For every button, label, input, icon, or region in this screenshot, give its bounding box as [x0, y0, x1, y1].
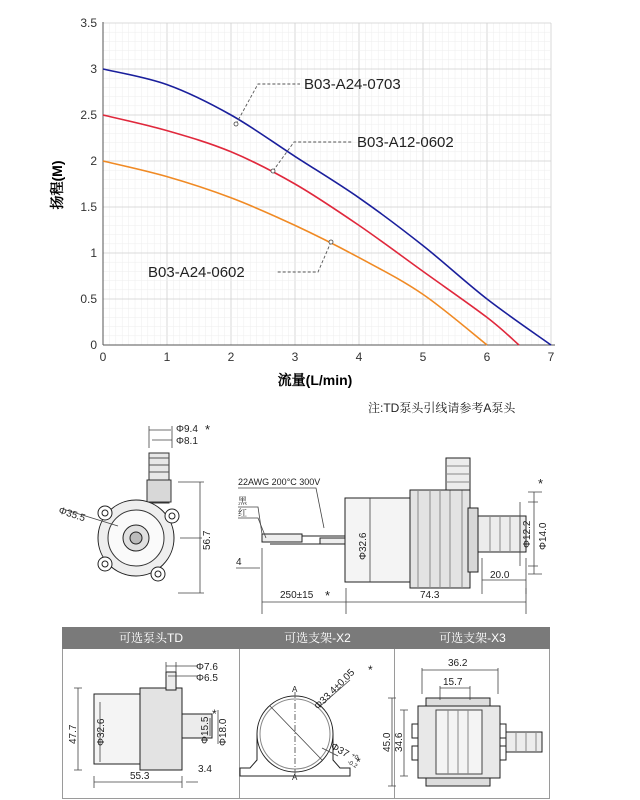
dim-d140: Φ14.0 [538, 522, 549, 550]
td-dim-w553: 55.3 [130, 771, 150, 782]
dim-d81: Φ8.1 [176, 436, 198, 447]
x2-mark-a-bottom: A [292, 773, 298, 782]
x2-dim-d37: Φ37 [328, 741, 351, 761]
dim-d122: Φ12.2 [522, 520, 533, 548]
series-label-a24-0602: B03-A24-0602 [148, 264, 245, 281]
x2-dim-tol-up: +0 [350, 752, 359, 762]
x-tick-label: 6 [483, 350, 491, 364]
td-dim-w34: 3.4 [198, 764, 212, 775]
dim-d326-side: Φ32.6 [358, 532, 369, 560]
x2-dim-d37-star: * [356, 755, 361, 769]
dim-h567: 56.7 [202, 530, 213, 550]
series-label-0703: B03-A24-0703 [304, 76, 401, 93]
y-tick-label: 0 [90, 338, 97, 352]
dim-d94: Φ9.4 [176, 424, 198, 435]
panel-x3-header: 可选支架-X3 [395, 627, 550, 649]
td-dim-star: * [212, 707, 217, 721]
wire-spec-label: 22AWG 200°C 300V [238, 477, 321, 487]
dim-250: 250±15 [280, 590, 314, 601]
panel-x2-header: 可选支架-X2 [240, 627, 395, 649]
dim-d355: Φ35.5 [57, 505, 87, 525]
x-tick-label: 3 [291, 350, 299, 364]
x3-dim-h346: 34.6 [394, 732, 405, 752]
td-dim-d155: Φ15.5 [200, 716, 211, 744]
option-drawings [0, 648, 640, 800]
y-tick-label: 0.5 [80, 292, 97, 306]
x2-dim-d334: Φ33.4±0.05 [312, 667, 358, 713]
dim-d94-star: * [205, 422, 211, 437]
y-axis-label: 扬程(M) [49, 160, 65, 210]
x-tick-label: 4 [355, 350, 363, 364]
y-tick-label: 3.5 [80, 16, 97, 30]
wire-black-label: 黑 [238, 496, 248, 506]
lead-wire-note: 注:TD泵头引线请参考A泵头 [368, 401, 516, 415]
x-tick-label: 5 [419, 350, 427, 364]
dim-4: 4 [236, 557, 242, 568]
dim-743: 74.3 [420, 590, 440, 601]
wire-red-label: 红 [238, 508, 248, 518]
td-dim-d76: Φ7.6 [196, 662, 218, 673]
pump-dimension-drawing [0, 418, 640, 618]
dim-d140-star: * [538, 476, 544, 491]
x3-dim-w157: 15.7 [443, 677, 463, 688]
td-dim-d180: Φ18.0 [218, 718, 229, 746]
y-tick-label: 2.5 [80, 108, 97, 122]
td-dim-d326: Φ32.6 [96, 718, 107, 746]
y-tick-label: 2 [90, 154, 97, 168]
dim-250-star: * [325, 588, 331, 603]
panel-td-header: 可选泵头TD [62, 627, 240, 649]
x-tick-label: 0 [99, 350, 107, 364]
td-dim-d65: Φ6.5 [196, 673, 218, 684]
x-tick-label: 2 [227, 350, 235, 364]
y-tick-label: 1.5 [80, 200, 97, 214]
series-line-1 [103, 115, 519, 345]
series-markers [234, 122, 333, 244]
x-tick-label: 7 [547, 350, 555, 364]
y-tick-labels [80, 16, 97, 352]
dim-200: 20.0 [490, 570, 510, 581]
x2-dim-tol-dn: -0.2 [346, 759, 358, 770]
series-label-a12-0602: B03-A12-0602 [357, 134, 454, 151]
x3-dim-w362: 36.2 [448, 658, 468, 669]
pump-performance-chart [0, 0, 640, 395]
x-tick-label: 1 [163, 350, 171, 364]
x3-dim-h450: 45.0 [382, 732, 393, 752]
y-tick-label: 3 [90, 62, 97, 76]
x-axis-label: 流量(L/min) [277, 372, 353, 388]
pump-front-view [66, 426, 204, 593]
x2-dim-d334-star: * [368, 663, 373, 677]
x-tick-labels [100, 350, 555, 364]
td-dim-h477: 47.7 [68, 724, 79, 744]
y-tick-label: 1 [90, 246, 97, 260]
x2-mark-a-top: A [292, 685, 298, 694]
x3-bracket-drawing [388, 668, 542, 786]
